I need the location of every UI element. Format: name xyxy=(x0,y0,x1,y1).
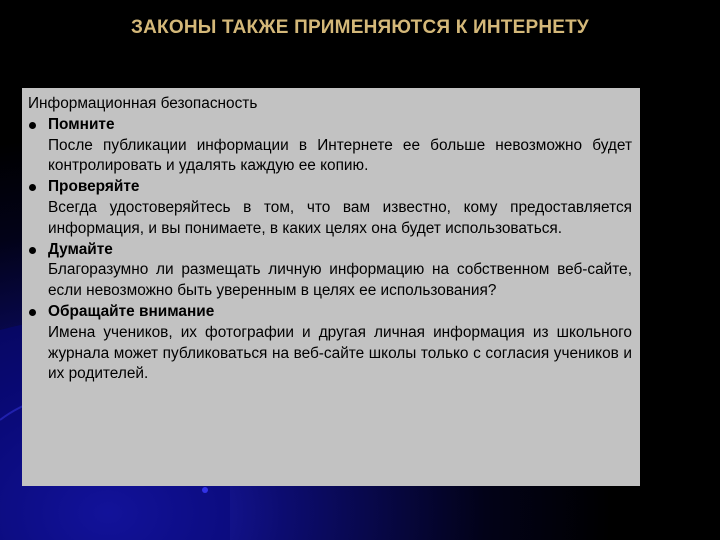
content xyxy=(28,94,632,385)
list-item xyxy=(28,302,632,385)
slide-title: ЗАКОНЫ ТАКЖЕ ПРИМЕНЯЮТСЯ К ИНТЕРНЕТУ xyxy=(131,17,589,38)
list-item xyxy=(28,240,632,302)
item-text: Благоразумно ли размещать личную информацию на собственном веб-сайте, если невозможно быть уверенным в целях ее использования? xyxy=(48,261,632,300)
section-heading: Информационная безопасность xyxy=(28,95,258,112)
bullet-icon xyxy=(29,309,36,316)
item-title: Думайте xyxy=(48,240,113,258)
list-item xyxy=(28,115,632,177)
list-item xyxy=(28,177,632,239)
item-text: После публикации информации в Интернете ее больше невозможно будет контролировать и удалять каждую ее копию. xyxy=(48,136,632,175)
bullet-icon xyxy=(29,247,36,254)
item-title: Помните xyxy=(48,115,115,133)
item-title: Обращайте внимание xyxy=(48,302,215,320)
item-text: Всегда удостоверяйтесь в том, что вам известно, кому предоставляется информация, и вы понимаете, в каких целях она будет использоваться. xyxy=(48,198,632,237)
bullet-icon xyxy=(29,122,36,129)
item-title: Проверяйте xyxy=(48,178,140,196)
item-text: Имена учеников, их фотографии и другая личная информация из школьного журнала может публиковаться на веб-сайте школы только с согласия учеников и их родителей. xyxy=(48,323,632,383)
